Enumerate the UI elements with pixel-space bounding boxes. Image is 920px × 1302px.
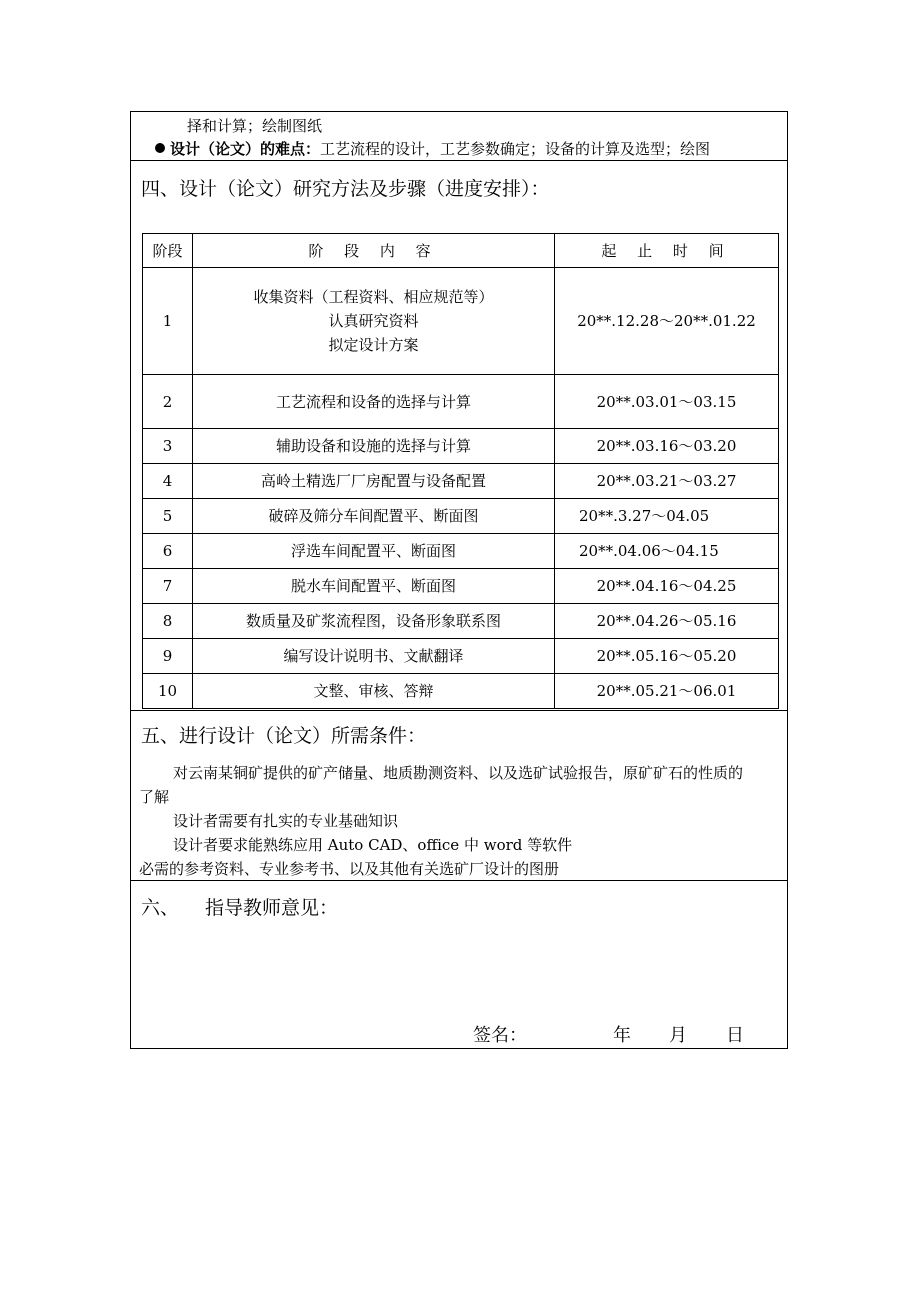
schedule-table bbox=[142, 233, 779, 709]
content-cell: 破碎及筛分车间配置平、断面图 bbox=[193, 499, 555, 534]
divider bbox=[131, 160, 787, 161]
divider bbox=[131, 880, 787, 881]
table-row bbox=[143, 569, 779, 604]
content-cell: 脱水车间配置平、断面图 bbox=[193, 569, 555, 604]
month-label: 月 bbox=[669, 1025, 687, 1046]
difficulty-label: 设计（论文）的难点： bbox=[170, 140, 321, 158]
time-cell: 20**.04.16～04.25 bbox=[555, 569, 779, 604]
table-row bbox=[143, 639, 779, 674]
section3-tail-line: 择和计算；绘制图纸 bbox=[187, 117, 323, 135]
time-cell: 20**.03.16～03.20 bbox=[555, 429, 779, 464]
section5-heading: 五、进行设计（论文）所需条件： bbox=[141, 725, 427, 747]
time-cell: 20**.05.21～06.01 bbox=[555, 674, 779, 709]
time-cell: 20**.3.27～04.05 bbox=[555, 499, 779, 534]
signature-label: 签名： bbox=[473, 1025, 527, 1046]
time-cell: 20**.04.06～04.15 bbox=[555, 534, 779, 569]
section5-paragraph: 对云南某铜矿提供的矿产储量、地质勘测资料、以及选矿试验报告，原矿矿石的性质的 bbox=[173, 764, 744, 782]
section4-heading: 四、设计（论文）研究方法及步骤（进度安排）： bbox=[141, 178, 550, 200]
content-cell: 文整、审核、答辩 bbox=[193, 674, 555, 709]
section6-heading-number: 六、 bbox=[141, 897, 180, 919]
stage-cell: 6 bbox=[143, 534, 193, 569]
section5-paragraph: 设计者要求能熟练应用 Auto CAD、office 中 word 等软件 bbox=[173, 836, 573, 854]
stage-cell: 3 bbox=[143, 429, 193, 464]
difficulty-text: 工艺流程的设计，工艺参数确定；设备的计算及选型；绘图 bbox=[320, 140, 711, 158]
stage-cell: 2 bbox=[143, 375, 193, 429]
content-cell: 工艺流程和设备的选择与计算 bbox=[193, 375, 555, 429]
content-cell: 高岭土精选厂厂房配置与设备配置 bbox=[193, 464, 555, 499]
table-row bbox=[143, 268, 779, 375]
table-header-row bbox=[143, 234, 779, 268]
time-cell: 20**.12.28～20**.01.22 bbox=[555, 268, 779, 375]
stage-cell: 10 bbox=[143, 674, 193, 709]
table-row bbox=[143, 534, 779, 569]
stage-cell: 7 bbox=[143, 569, 193, 604]
form-frame bbox=[130, 111, 788, 1049]
table-row bbox=[143, 464, 779, 499]
table-row bbox=[143, 375, 779, 429]
table-row bbox=[143, 499, 779, 534]
time-cell: 20**.04.26～05.16 bbox=[555, 604, 779, 639]
stage-cell: 8 bbox=[143, 604, 193, 639]
time-cell: 20**.05.16～05.20 bbox=[555, 639, 779, 674]
content-cell bbox=[193, 268, 555, 375]
difficulty-line bbox=[155, 140, 710, 158]
content-line: 认真研究资料 bbox=[328, 312, 419, 330]
header-stage: 阶段 bbox=[143, 234, 193, 268]
section5-paragraph: 必需的参考资料、专业参考书、以及其他有关选矿厂设计的图册 bbox=[139, 860, 560, 878]
stage-cell: 9 bbox=[143, 639, 193, 674]
stage-cell: 1 bbox=[143, 268, 193, 375]
content-line: 拟定设计方案 bbox=[328, 336, 419, 354]
table-row bbox=[143, 429, 779, 464]
section5-paragraph: 设计者需要有扎实的专业基础知识 bbox=[173, 812, 399, 830]
header-time: 起 止 时 间 bbox=[555, 234, 779, 268]
content-cell: 数质量及矿浆流程图，设备形象联系图 bbox=[193, 604, 555, 639]
stage-cell: 5 bbox=[143, 499, 193, 534]
table-row bbox=[143, 674, 779, 709]
day-label: 日 bbox=[726, 1025, 744, 1046]
section6-heading: 指导教师意见： bbox=[205, 897, 339, 919]
table-row bbox=[143, 604, 779, 639]
content-line: 收集资料（工程资料、相应规范等） bbox=[253, 288, 494, 306]
content-cell: 浮选车间配置平、断面图 bbox=[193, 534, 555, 569]
divider bbox=[131, 710, 787, 711]
bullet-icon bbox=[155, 143, 165, 153]
stage-cell: 4 bbox=[143, 464, 193, 499]
time-cell: 20**.03.01～03.15 bbox=[555, 375, 779, 429]
section5-paragraph: 了解 bbox=[139, 788, 170, 806]
content-cell: 编写设计说明书、文献翻译 bbox=[193, 639, 555, 674]
time-cell: 20**.03.21～03.27 bbox=[555, 464, 779, 499]
year-label: 年 bbox=[613, 1025, 631, 1046]
header-content: 阶 段 内 容 bbox=[193, 234, 555, 268]
content-cell: 辅助设备和设施的选择与计算 bbox=[193, 429, 555, 464]
